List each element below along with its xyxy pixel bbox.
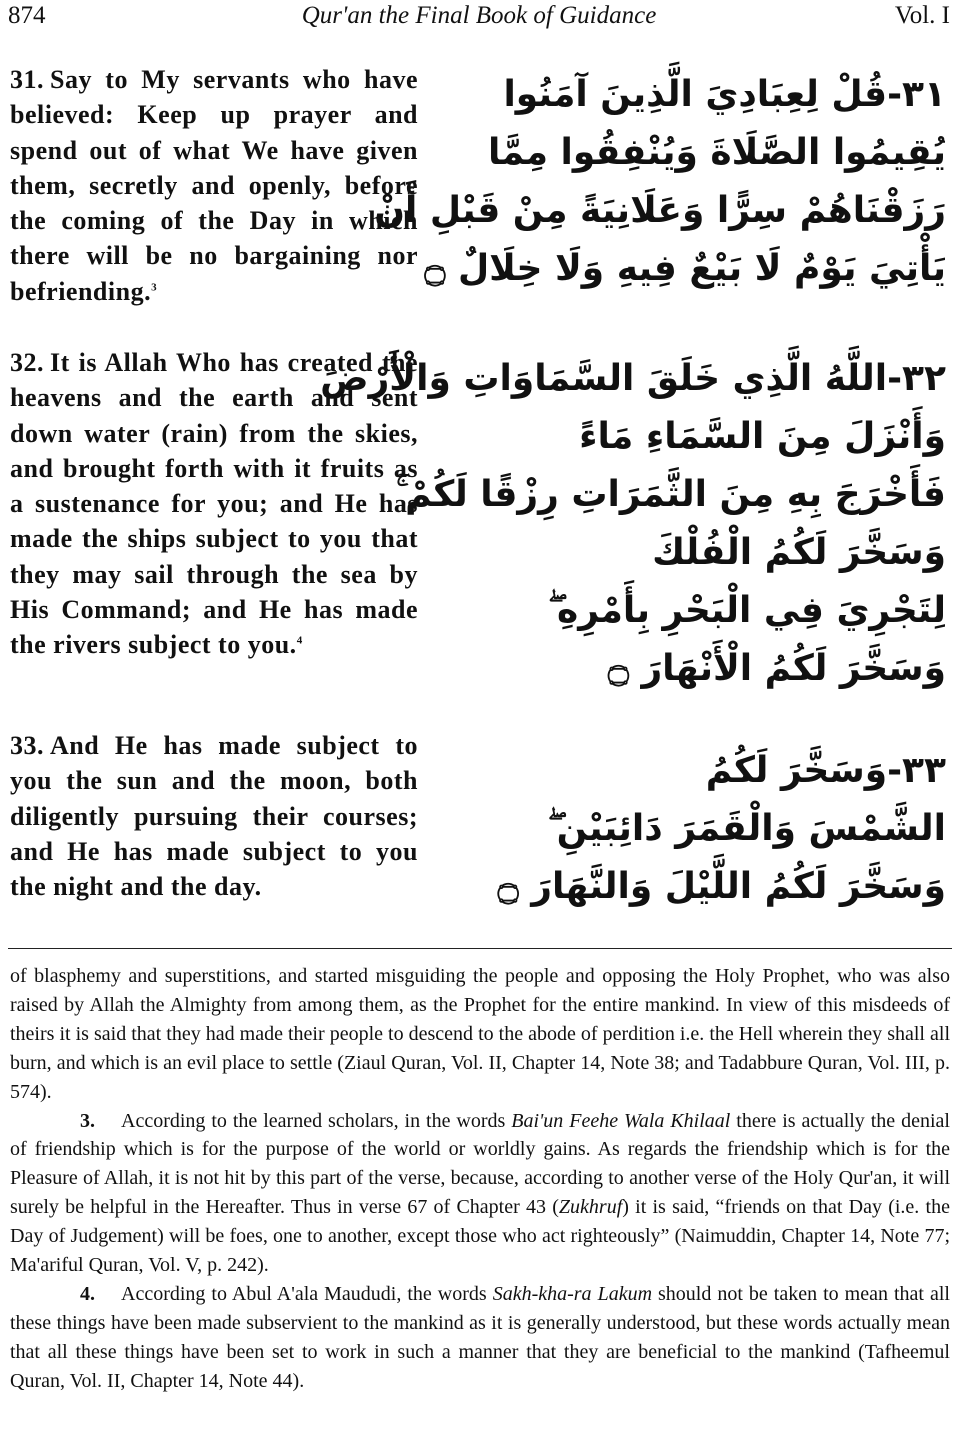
verse-number: 33. [10,731,44,760]
verse-33-translation [10,728,418,904]
footnote-number: 4. [80,1282,95,1305]
arabic-line: رَزَقْنَاهُمْ سِرًّا وَعَلَانِيَةً مِنْ قَبْلِ أَنْ [374,190,946,231]
verse-31-arabic [374,66,946,298]
arabic-line: وَأَنْزَلَ مِنَ السَّمَاءِ مَاءً [579,416,946,457]
arabic-line: الشَّمْسَ وَالْقَمَرَ دَائِبَيْنِ ۖ [547,808,946,849]
verse-number: 32. [10,348,44,377]
footnote-divider [8,948,952,949]
footnote-3: 3. According to the learned scholars, in the words Bai'un Feehe Wala Khilaal there is actually the denial of friendship which is for the purpose of the world or worldly gains. As regards the friendship which is for the Pleasure of Allah, it is not hit by this part of the verse, because, according to another verse of the Holy Qur'an, it will surely be helpful in the Hereafter. Thus in verse 67 of Chapter 43 (Zukhruf) it is said, “friends on that Day (i.e. the Day of Judgement) will be foes, one to another, except those who act righteously” (Naimuddin, Chapter 14, Note 77; Ma'ariful Quran, Vol. V, p. 242). [10,1109,950,1277]
footnote-ref: 3 [151,281,158,294]
arabic-line: وَسَخَّرَ لَكُمُ اللَّيْلَ وَالنَّهَارَ ۝ [497,866,946,907]
arabic-line: ۳۳-وَسَخَّرَ لَكُمُ [705,750,946,791]
footnote-number: 3. [80,1109,95,1132]
footnote-4: 4. According to Abul A'ala Maududi, the words Sakh-kha-ra Lakum should not be taken to mean that all these things have been made subservient to the mankind as it is generally understood, but these words actually mean that all these things have been set to work in such a manner that they are beneficial to the mankind (Tafheemul Quran, Vol. II, Chapter 14, Note 44). [10,1282,950,1392]
arabic-line: ۳۱-قُلْ لِعِبَادِيَ الَّذِينَ آمَنُوا [503,74,946,115]
footnote-continuation: of blasphemy and superstitions, and started misguiding the people and opposing the Holy Prophet, who was also raised by Allah the Almighty from among them, as the Prophet for the entire mankind. In view of this misdeeds of theirs it is said that they had made their people to descend to the abode of perdition i.e. the Hell wherein they shall all burn, and which is an evil place to settle (Ziaul Quran, Vol. II, Chapter 14, Note 38; and Tadabbure Quran, Vol. III, p. 574). [10,965,950,1103]
verse-33-arabic [497,742,946,916]
arabic-line: ۳۲-اللَّهُ الَّذِي خَلَقَ السَّمَاوَاتِ وَالْأَرْضَ [320,358,946,399]
arabic-line: وَسَخَّرَ لَكُمُ الْفُلْكَ [652,532,946,573]
book-title: Qur'an the Final Book of Guidance [301,2,657,29]
verse-31-translation [10,62,418,309]
transliteration: Bai'un Feehe Wala Khilaal [511,1109,731,1132]
volume-label: Vol. I [894,2,950,29]
verse-text: Say to My servants who have believed: Keep up prayer and spend out of what We have given them, secretly and openly, before the coming of the Day in which there will be no bargaining nor befriending. [10,65,418,306]
page-header [8,2,950,38]
arabic-line: يَأْتِيَ يَوْمٌ لَا بَيْعٌ فِيهِ وَلَا خِلَالٌ ۝ [424,248,946,289]
footnote-ref: 4 [296,634,303,647]
page-number: 874 [8,2,46,29]
arabic-line: وَسَخَّرَ لَكُمُ الْأَنْهَارَ ۝ [607,648,946,689]
chapter-name: Zukhruf [558,1196,623,1219]
verse-text: It is Allah Who has created the heavens and the earth and sent down water (rain) from the skies, and brought forth with it fruits as a sustenance for you; and He has made the ships subject to you that they may sail through the sea by His Command; and He has made the rivers subject to you. [10,348,418,660]
transliteration: Sakh-kha-ra Lakum [492,1282,653,1305]
arabic-line: يُقِيمُوا الصَّلَاةَ وَيُنْفِقُوا مِمَّا [488,132,946,173]
verse-number: 31. [10,65,44,94]
footnotes [10,962,950,1396]
arabic-line: فَأَخْرَجَ بِهِ مِنَ الثَّمَرَاتِ رِزْقًا لَكُمْ ۚ [396,474,946,515]
verse-text: And He has made subject to you the sun and the moon, both diligently pursuing their courses; and He has made subject to you the night and the day. [10,731,418,902]
verse-32-arabic [320,350,946,698]
arabic-line: لِتَجْرِيَ فِي الْبَحْرِ بِأَمْرِهِ ۖ [547,590,946,631]
